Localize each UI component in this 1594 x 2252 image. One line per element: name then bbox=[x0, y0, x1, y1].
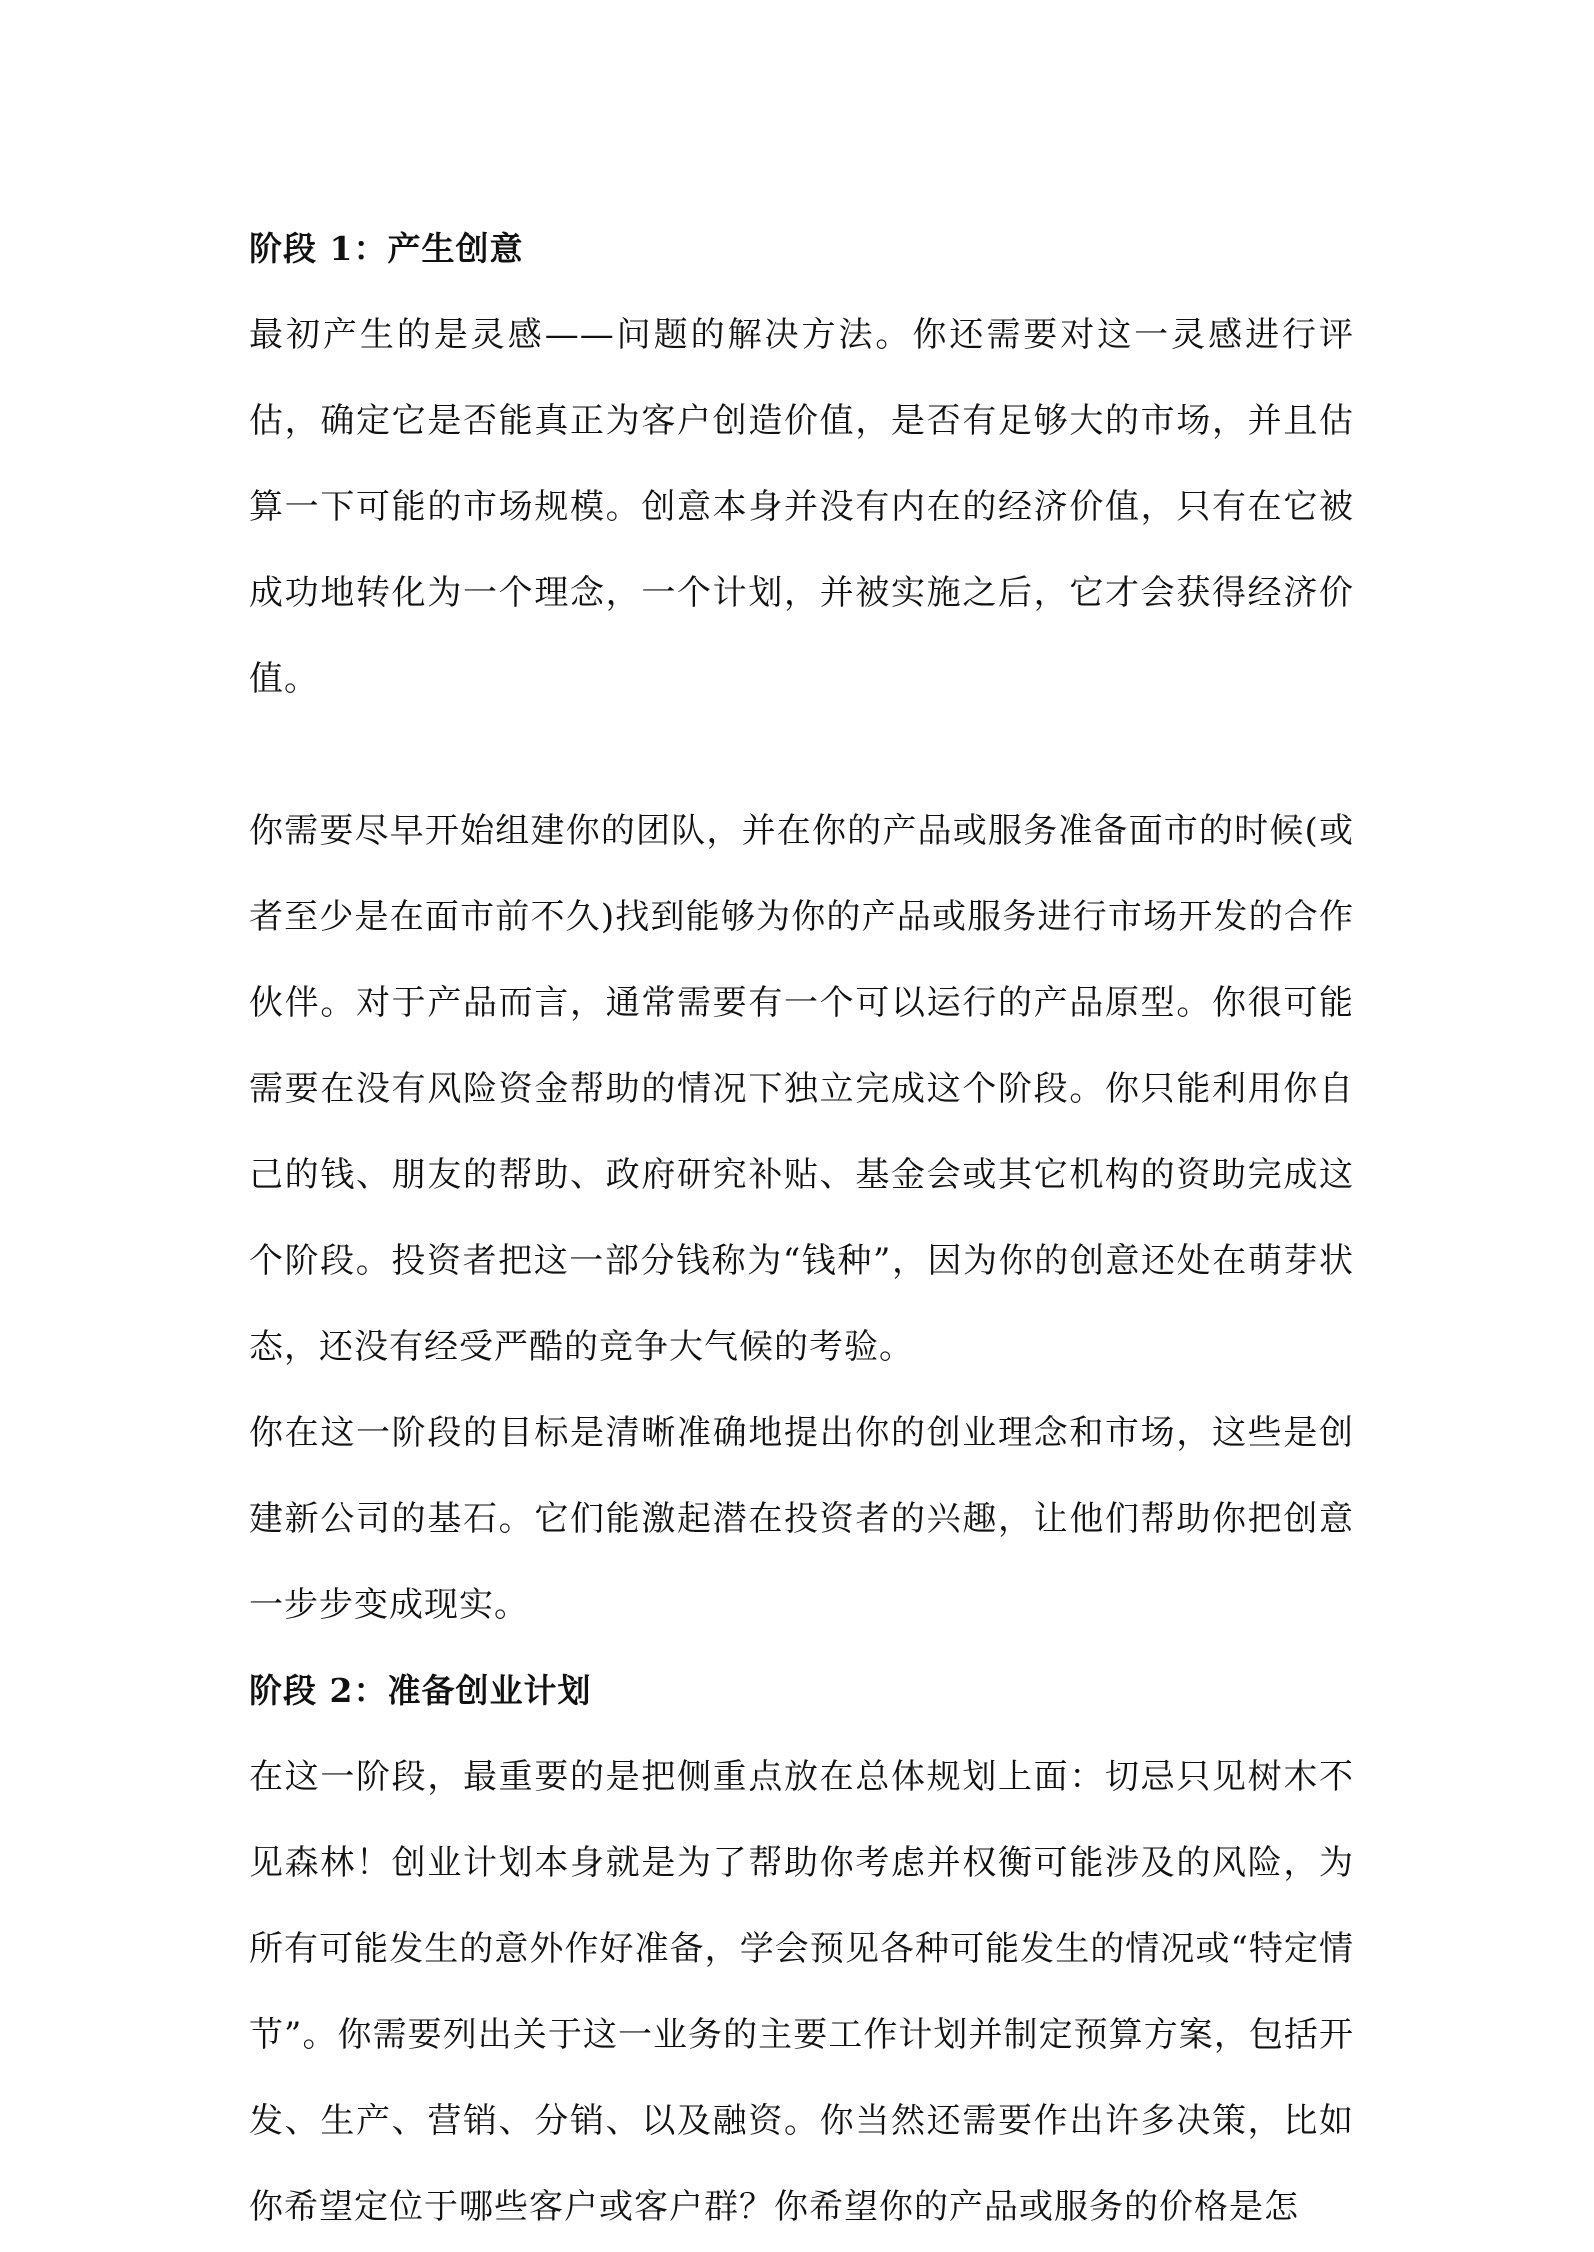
section-1-paragraph-1: 最初产生的是灵感——问题的解决方法。你还需要对这一灵感进行评估，确定它是否能真正为客户创造价值，是否有足够大的市场，并且估算一下可能的市场规模。创意本身并没有内在的经济价值，只有在它被成功地转化为一个理念，一个计划，并被实施之后，它才会获得经济价值。 bbox=[249, 315, 1354, 699]
document-body bbox=[249, 206, 1354, 2250]
section-1-heading: 阶段 1：产生创意 bbox=[249, 229, 524, 268]
section-1-paragraph-2: 你需要尽早开始组建你的团队，并在你的产品或服务准备面市的时候(或者至少是在面市前不久)找到能够为你的产品或服务进行市场开发的合作伙伴。对于产品而言，通常需要有一个可以运行的产品原型。你很可能需要在没有风险资金帮助的情况下独立完成这个阶段。你只能利用你自己的钱、朋友的帮助、政府研究补贴、基金会或其它机构的资助完成这个阶段。投资者把这一部分钱称为“钱种”，因为你的创意还处在萌芽状态，还没有经受严酷的竞争大气候的考验。 bbox=[249, 811, 1354, 1367]
section-2-heading: 阶段 2：准备创业计划 bbox=[249, 1671, 592, 1710]
section-2-paragraph-1: 在这一阶段，最重要的是把侧重点放在总体规划上面：切忌只见树木不见森林！创业计划本身就是为了帮助你考虑并权衡可能涉及的风险，为所有可能发生的意外作好准备，学会预见各种可能发生的情况或“特定情节”。你需要列出关于这一业务的主要工作计划并制定预算方案，包括开发、生产、营销、分销、以及融资。你当然还需要作出许多决策，比如你希望定位于哪些客户或客户群？你希望你的产品或服务的价格是怎 bbox=[249, 1757, 1354, 2227]
section-1-paragraph-3: 你在这一阶段的目标是清晰准确地提出你的创业理念和市场，这些是创建新公司的基石。它们能激起潜在投资者的兴趣，让他们帮助你把创意一步步变成现实。 bbox=[249, 1413, 1354, 1625]
